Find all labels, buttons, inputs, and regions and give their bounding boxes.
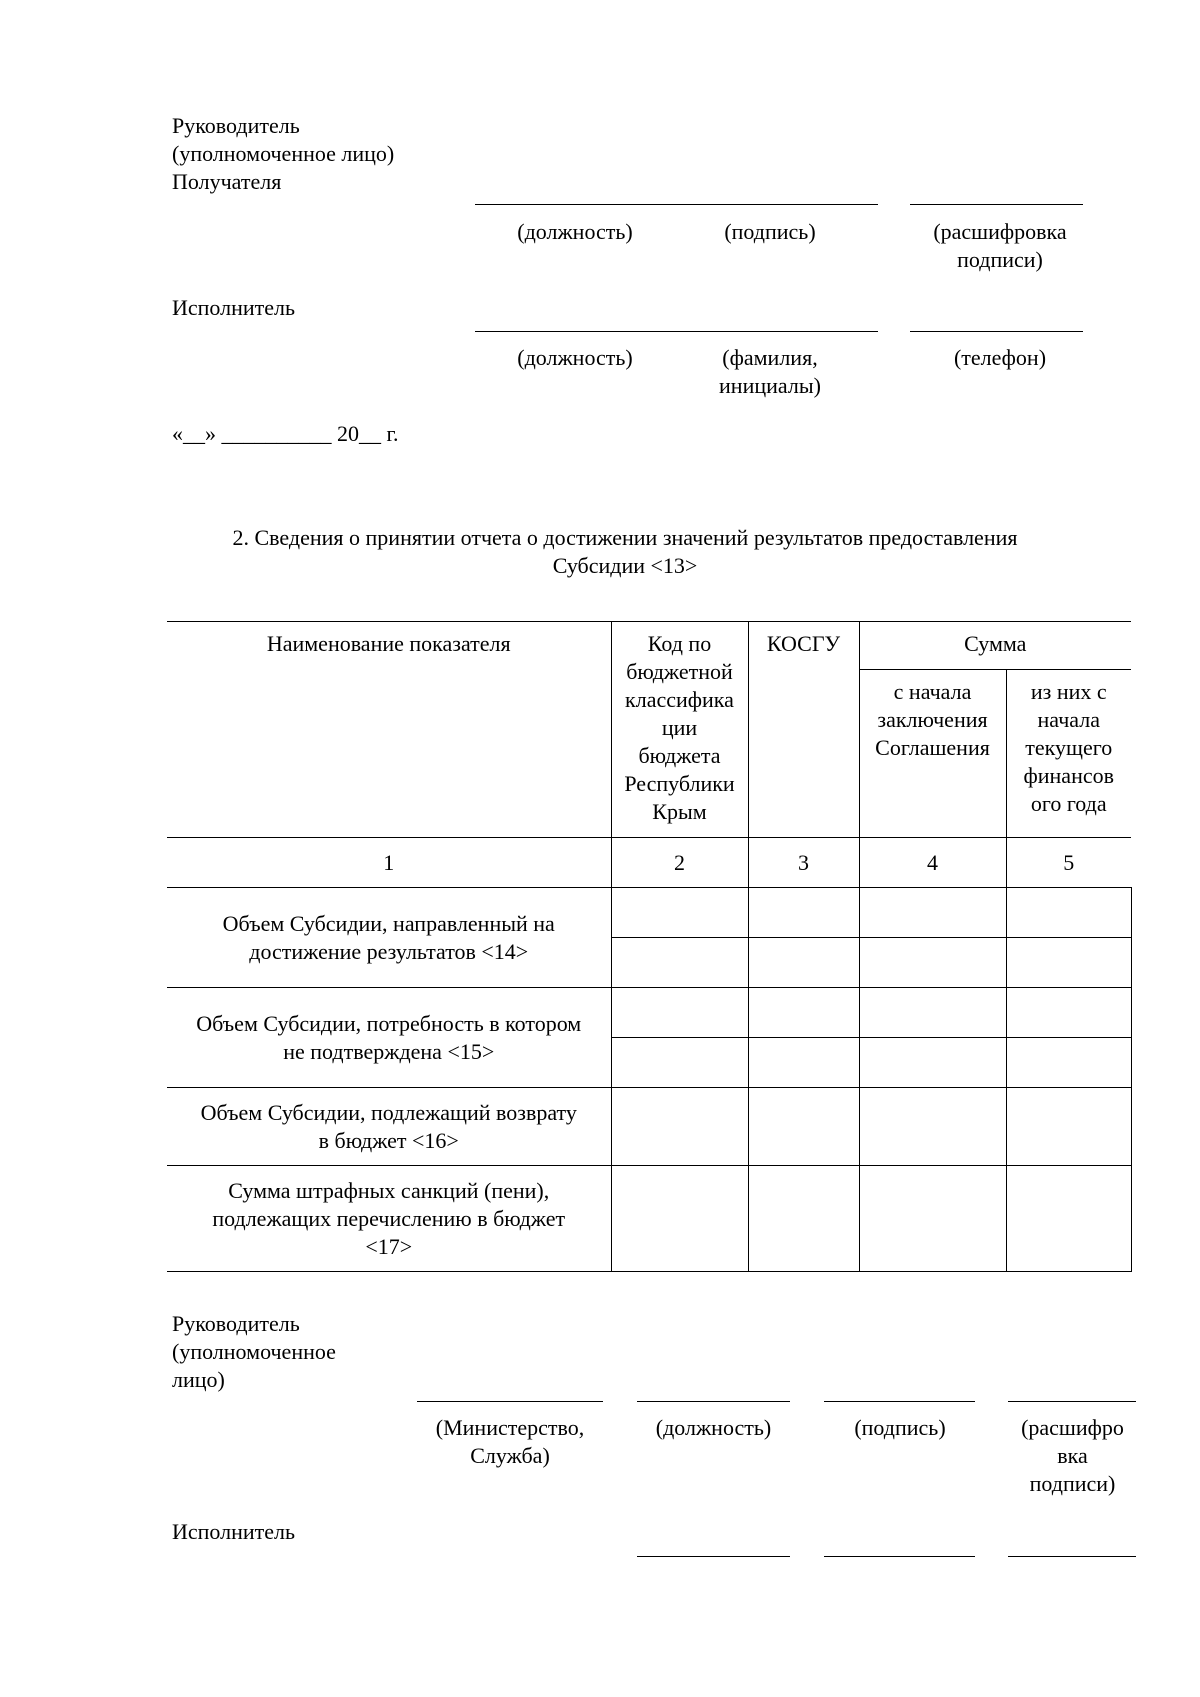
row-label-subsidy-unconfirmed: [167, 988, 611, 1088]
table-cell[interactable]: [859, 988, 1006, 1038]
text-line: из них с: [1030, 679, 1107, 704]
recipient-head-title: [172, 112, 394, 196]
column-number-2: 2: [611, 838, 748, 888]
header-current-year: [1006, 670, 1131, 838]
caption-position: (должность): [517, 219, 633, 244]
caption-name: [690, 344, 850, 400]
executor-line-2[interactable]: [824, 1556, 975, 1557]
text-line: Руководитель: [172, 1311, 300, 1336]
text-line: (уполномоченное: [172, 1339, 336, 1364]
table-cell[interactable]: [859, 938, 1006, 988]
text-line: финансов: [1023, 763, 1114, 788]
text-line: Республики: [624, 771, 735, 796]
text-line: 2. Сведения о принятии отчета о достижении значений результатов предоставления: [232, 525, 1018, 550]
caption-decoding-2: [1005, 1414, 1140, 1498]
row-label-penalties: [167, 1166, 611, 1272]
text-line: ого года: [1030, 791, 1107, 816]
row-label-subsidy-return: [167, 1088, 611, 1166]
table-cell[interactable]: [748, 938, 859, 988]
header-budget-code: [611, 622, 748, 838]
header-kosgu: КОСГУ: [748, 622, 859, 838]
acceptance-report-table: [167, 621, 1132, 1272]
text-line: Объем Субсидии, потребность в котором: [196, 1010, 582, 1036]
table-cell[interactable]: [1006, 988, 1131, 1038]
table-cell[interactable]: [611, 1038, 748, 1088]
text-line: Субсидии <13>: [552, 553, 698, 578]
caption-signature-2: (подпись): [854, 1415, 946, 1440]
column-number-5: 5: [1006, 838, 1131, 888]
text-line: Объем Субсидии, направленный на: [222, 910, 555, 936]
text-line: (Министерство,: [435, 1415, 585, 1440]
text-line: Соглашения: [875, 735, 990, 760]
text-line: в бюджет <16>: [318, 1127, 459, 1153]
text-line: Код по: [647, 631, 712, 656]
executor-phone-line[interactable]: [910, 331, 1083, 332]
text-line: Объем Субсидии, подлежащий возврату: [200, 1099, 577, 1125]
text-line: (расшифро: [1021, 1415, 1124, 1440]
text-line: не подтверждена <15>: [283, 1038, 495, 1064]
position-signature-line[interactable]: [475, 204, 878, 205]
table-cell[interactable]: [859, 1038, 1006, 1088]
ministry-line[interactable]: [417, 1401, 603, 1402]
text-line: начала: [1037, 707, 1100, 732]
text-line: Руководитель: [172, 113, 300, 138]
table-cell[interactable]: [1006, 888, 1131, 938]
text-line: инициалы): [719, 373, 821, 398]
table-cell[interactable]: [748, 1038, 859, 1088]
header-indicator-name: Наименование показателя: [167, 622, 611, 838]
text-line: с начала: [893, 679, 972, 704]
column-number-3: 3: [748, 838, 859, 888]
table-cell[interactable]: [859, 1166, 1006, 1272]
text-line: вка: [1057, 1443, 1088, 1468]
table-cell[interactable]: [611, 938, 748, 988]
text-line: классифика: [625, 687, 734, 712]
text-line: Сумма штрафных санкций (пени),: [228, 1177, 550, 1203]
table-cell[interactable]: [859, 1088, 1006, 1166]
text-line: <17>: [365, 1233, 413, 1259]
executor-line-3[interactable]: [1008, 1556, 1136, 1557]
text-line: (расшифровка: [933, 219, 1067, 244]
text-line: текущего: [1025, 735, 1113, 760]
table-cell[interactable]: [1006, 1166, 1131, 1272]
text-line: достижение результатов <14>: [249, 938, 529, 964]
table-cell[interactable]: [748, 988, 859, 1038]
header-sum: Сумма: [859, 622, 1131, 670]
header-from-agreement-start: [859, 670, 1006, 838]
decoding-line[interactable]: [910, 204, 1083, 205]
executor-label: Исполнитель: [172, 295, 296, 320]
executor-line-1[interactable]: [637, 1556, 790, 1557]
table-cell[interactable]: [611, 888, 748, 938]
column-number-4: 4: [859, 838, 1006, 888]
text-line: бюджетной: [626, 659, 733, 684]
row-label-subsidy-directed: [167, 888, 611, 988]
text-line: Служба): [470, 1443, 550, 1468]
decoding-line-2[interactable]: [1008, 1401, 1136, 1402]
table-cell[interactable]: [748, 888, 859, 938]
signature-line[interactable]: [824, 1401, 975, 1402]
table-cell[interactable]: [1006, 938, 1131, 988]
text-line: Получателя: [172, 169, 282, 194]
table-cell[interactable]: [611, 1166, 748, 1272]
table-cell[interactable]: [1006, 1088, 1131, 1166]
table-cell[interactable]: [1006, 1038, 1131, 1088]
text-line: подписи): [1029, 1471, 1116, 1496]
text-line: лицо): [172, 1367, 225, 1392]
caption-position-2: (должность): [517, 345, 633, 370]
date-field[interactable]: «__» __________ 20__ г.: [172, 421, 399, 446]
ministry-head-title: [172, 1310, 336, 1394]
text-line: подписи): [957, 247, 1043, 272]
caption-signature: (подпись): [724, 219, 816, 244]
text-line: (уполномоченное лицо): [172, 141, 395, 166]
caption-decoding: [900, 218, 1100, 274]
caption-phone: (телефон): [953, 345, 1047, 370]
executor-label-2: Исполнитель: [172, 1519, 296, 1544]
column-number-1: 1: [167, 838, 611, 888]
text-line: ции: [661, 715, 698, 740]
executor-position-name-line[interactable]: [475, 331, 878, 332]
table-cell[interactable]: [748, 1166, 859, 1272]
table-cell[interactable]: [611, 988, 748, 1038]
table-cell[interactable]: [859, 888, 1006, 938]
text-line: бюджета: [638, 743, 721, 768]
text-line: Крым: [652, 799, 707, 824]
text-line: заключения: [877, 707, 988, 732]
table-cell[interactable]: [748, 1088, 859, 1166]
position-line[interactable]: [637, 1401, 790, 1402]
table-cell[interactable]: [611, 1088, 748, 1166]
text-line: (фамилия,: [722, 345, 818, 370]
section-2-title: [120, 524, 1130, 580]
text-line: подлежащих перечислению в бюджет: [212, 1205, 566, 1231]
caption-position-3: (должность): [655, 1415, 772, 1440]
caption-ministry: [410, 1414, 610, 1470]
